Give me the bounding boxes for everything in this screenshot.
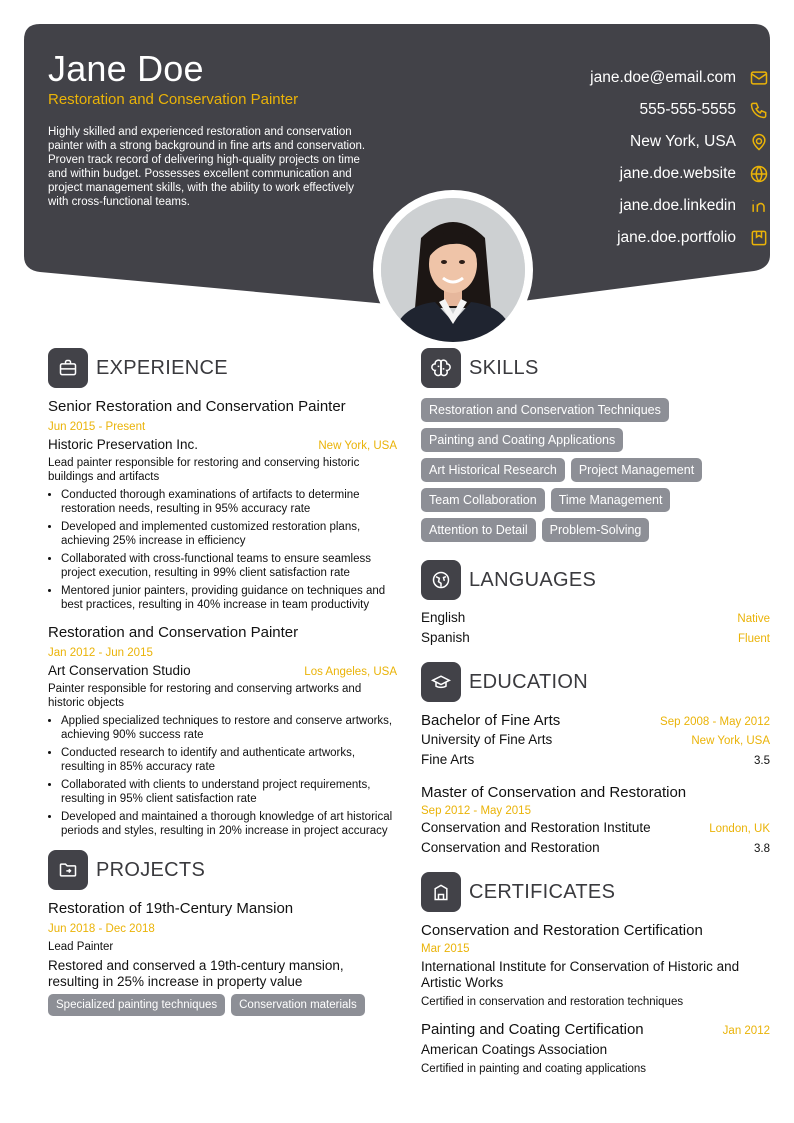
- folder-icon: [48, 850, 88, 890]
- left-column: [48, 348, 397, 1022]
- project-tag: Conservation materials: [231, 994, 365, 1016]
- job-role: Senior Restoration and Conservation Painter: [48, 398, 346, 415]
- education-header: [421, 662, 770, 702]
- phone-icon: [748, 99, 770, 121]
- skill-chip: Project Management: [571, 458, 702, 482]
- job-role: Restoration and Conservation Painter: [48, 624, 299, 641]
- job-bullet: • Applied specialized techniques to restore and conserve artworks, achieving 90% success rate: [61, 714, 397, 742]
- language-list: [421, 610, 770, 650]
- language-row: [421, 610, 770, 630]
- experience-item: [48, 624, 397, 838]
- certificate-date: Mar 2015: [421, 943, 470, 955]
- certificate-issuer: American Coatings Association: [421, 1042, 608, 1057]
- certificate-item: [421, 922, 770, 1009]
- skill-chip: Art Historical Research: [421, 458, 565, 482]
- job-bullet: • Collaborated with clients to understand project requirements, resulting in 95% client satisfaction rate: [61, 778, 397, 806]
- experience-header: [48, 348, 397, 388]
- language-name: English: [421, 610, 466, 625]
- job-date: Jun 2015 - Present: [48, 421, 146, 433]
- job-bullet: • Developed and maintained a thorough knowledge of art historical periods and styles, resulting in 20% increase in project accuracy: [61, 810, 397, 838]
- portfolio-icon: [748, 227, 770, 249]
- certificate-description: Certified in painting and coating applications: [421, 1063, 647, 1075]
- education-field: Fine Arts: [421, 752, 475, 767]
- job-description: Lead painter responsible for restoring and conserving historic buildings and artifacts: [48, 457, 360, 483]
- education-item: [421, 712, 770, 770]
- candidate-name: Jane Doe: [48, 48, 204, 89]
- skills-title: SKILLS: [469, 356, 539, 379]
- language-level: Native: [737, 613, 770, 625]
- contact-location-text: New York, USA: [630, 133, 736, 150]
- projects-title: PROJECTS: [96, 858, 206, 881]
- briefcase-icon: [48, 348, 88, 388]
- contact-website[interactable]: [440, 158, 770, 190]
- skill-chip: Painting and Coating Applications: [421, 428, 623, 452]
- education-institution: Conservation and Restoration Institute: [421, 820, 651, 835]
- job-bullet: • Mentored junior painters, providing guidance on techniques and best practices, resulting in 40% increase in team productivity: [61, 584, 397, 612]
- certificates-title: CERTIFICATES: [469, 880, 616, 903]
- skill-list: [421, 398, 770, 548]
- education-date: Sep 2008 - May 2012: [660, 716, 770, 728]
- education-item: [421, 784, 770, 858]
- project-tags: [48, 994, 397, 1022]
- language-row: [421, 630, 770, 650]
- job-bullet: • Collaborated with cross-functional teams to ensure seamless project execution, resulting in 99% client satisfaction rate: [61, 552, 397, 580]
- contact-portfolio-text[interactable]: jane.doe.portfolio: [617, 229, 736, 246]
- linkedin-icon: [748, 195, 770, 217]
- contact-location: [440, 126, 770, 158]
- skill-chip: Problem-Solving: [542, 518, 650, 542]
- education-degree: Master of Conservation and Restoration: [421, 784, 687, 801]
- job-company: Historic Preservation Inc.: [48, 437, 199, 452]
- contact-linkedin-text[interactable]: jane.doe.linkedin: [619, 197, 736, 214]
- language-level: Fluent: [738, 633, 770, 645]
- right-column: [421, 348, 770, 1088]
- experience-item: [48, 398, 397, 612]
- project-role: Lead Painter: [48, 941, 114, 953]
- location-icon: [748, 131, 770, 153]
- job-bullet: • Conducted research to identify and authenticate artworks, resulting in 85% accuracy rate: [61, 746, 397, 774]
- contact-website-text[interactable]: jane.doe.website: [619, 165, 736, 182]
- job-bullet: • Conducted thorough examinations of artifacts to determine restoration needs, resulting in 95% accuracy rate: [61, 488, 397, 516]
- job-bullets: [48, 714, 397, 838]
- job-date: Jan 2012 - Jun 2015: [48, 647, 153, 659]
- contact-email[interactable]: [440, 62, 770, 94]
- skill-chip: Team Collaboration: [421, 488, 545, 512]
- project-tag: Specialized painting techniques: [48, 994, 225, 1016]
- certificate-issuer: International Institute for Conservation of Historic and Artistic Works: [421, 959, 740, 990]
- language-name: Spanish: [421, 630, 470, 645]
- mail-icon: [748, 67, 770, 89]
- education-field: Conservation and Restoration: [421, 840, 600, 855]
- projects-header: [48, 850, 397, 890]
- education-title: EDUCATION: [469, 670, 588, 693]
- job-company: Art Conservation Studio: [48, 663, 191, 678]
- certificates-header: [421, 872, 770, 912]
- languages-header: [421, 560, 770, 600]
- languages-title: LANGUAGES: [469, 568, 597, 591]
- education-institution: University of Fine Arts: [421, 732, 553, 747]
- certificate-name: Painting and Coating Certification: [421, 1021, 644, 1038]
- candidate-title: Restoration and Conservation Painter: [48, 91, 299, 108]
- job-bullets: [48, 488, 397, 612]
- globe-icon: [748, 163, 770, 185]
- education-degree: Bachelor of Fine Arts: [421, 712, 561, 729]
- skill-chip: Time Management: [551, 488, 671, 512]
- job-bullet: • Developed and implemented customized restoration plans, achieving 25% increase in efficiency: [61, 520, 397, 548]
- summary-text: Highly skilled and experienced restoration and conservation painter with a strong background in fine arts and conservation. Proven track record of delivering high-quality projects on time and within budget. Possesses excellent communication and project management skills, with the ability to work effectively with cross-functional teams.: [48, 126, 366, 208]
- education-location: New York, USA: [691, 735, 770, 747]
- project-date: Jun 2018 - Dec 2018: [48, 923, 155, 935]
- contact-email-text[interactable]: jane.doe@email.com: [590, 69, 736, 86]
- job-location: New York, USA: [318, 440, 397, 452]
- education-gpa: 3.8: [754, 843, 770, 855]
- profile-photo: [373, 190, 533, 350]
- experience-title: EXPERIENCE: [96, 356, 228, 379]
- education-location: London, UK: [709, 823, 770, 835]
- contact-phone-text[interactable]: 555-555-5555: [639, 101, 736, 118]
- certificate-name: Conservation and Restoration Certification: [421, 922, 703, 939]
- project-description: Restored and conserved a 19th-century mansion, resulting in 25% increase in property value: [48, 958, 344, 989]
- language-icon: [421, 560, 461, 600]
- skill-chip: Attention to Detail: [421, 518, 536, 542]
- skill-chip: Restoration and Conservation Techniques: [421, 398, 669, 422]
- institution-icon: [421, 872, 461, 912]
- certificate-item: [421, 1021, 770, 1076]
- project-item: [48, 900, 397, 1022]
- job-description: Painter responsible for restoring and conserving artworks and historic objects: [48, 683, 362, 709]
- brain-icon: [421, 348, 461, 388]
- education-date: Sep 2012 - May 2015: [421, 805, 531, 817]
- contact-phone[interactable]: [440, 94, 770, 126]
- education-gpa: 3.5: [754, 755, 770, 767]
- certificate-date: Jan 2012: [722, 1025, 770, 1037]
- graduation-cap-icon: [421, 662, 461, 702]
- project-name: Restoration of 19th-Century Mansion: [48, 900, 294, 917]
- skills-header: [421, 348, 770, 388]
- profile-photo-illustration: [381, 198, 525, 342]
- certificate-description: Certified in conservation and restoration techniques: [421, 996, 684, 1008]
- job-location: Los Angeles, USA: [304, 666, 397, 678]
